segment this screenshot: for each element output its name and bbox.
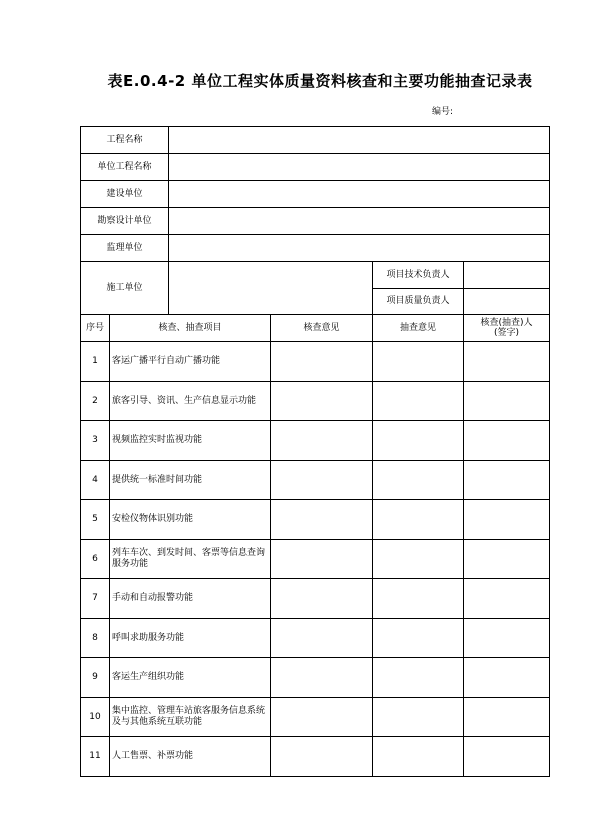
row-item: 人工售票、补票功能 — [110, 737, 271, 777]
quality-leader-field[interactable] — [464, 289, 550, 315]
row-spot-opinion[interactable] — [373, 697, 464, 737]
tech-leader-label: 项目技术负责人 — [373, 262, 464, 289]
table-row — [81, 500, 550, 540]
row-checker-sign[interactable] — [464, 460, 550, 500]
project-name-label: 工程名称 — [81, 127, 169, 154]
row-checker-sign[interactable] — [464, 539, 550, 579]
table-header-row — [81, 315, 550, 342]
table-row — [81, 618, 550, 658]
header-checker-line2: (签字) — [493, 328, 520, 338]
row-item: 客运生产组织功能 — [110, 658, 271, 698]
row-check-opinion[interactable] — [271, 539, 373, 579]
row-checker-sign[interactable] — [464, 658, 550, 698]
table-row — [81, 658, 550, 698]
page-title: 表E.0.4-2 单位工程实体质量资料核查和主要功能抽查记录表 — [107, 72, 533, 90]
row-item: 视频监控实时监视功能 — [110, 421, 271, 461]
header-checker-line1: 核查(抽查)人 — [480, 317, 533, 328]
row-number: 1 — [81, 342, 110, 382]
row-number: 11 — [81, 737, 110, 777]
header-check-opinion: 核查意见 — [271, 315, 373, 342]
row-item: 呼叫求助服务功能 — [110, 618, 271, 658]
table-row — [81, 381, 550, 421]
row-number: 9 — [81, 658, 110, 698]
info-row-unit-project-name — [81, 154, 550, 181]
survey-design-unit-label: 勘察设计单位 — [81, 208, 169, 235]
header-spot-opinion: 抽查意见 — [373, 315, 464, 342]
row-check-opinion[interactable] — [271, 579, 373, 619]
row-number: 10 — [81, 697, 110, 737]
header-checker — [464, 315, 550, 342]
row-item: 手动和自动报警功能 — [110, 579, 271, 619]
builder-unit-label: 施工单位 — [81, 262, 169, 315]
tech-leader-field[interactable] — [464, 262, 550, 289]
record-table — [80, 126, 550, 777]
header-item: 核查、抽查项目 — [110, 315, 271, 342]
info-row-survey-design-unit — [81, 208, 550, 235]
row-item: 旅客引导、资讯、生产信息显示功能 — [110, 381, 271, 421]
supervision-unit-label: 监理单位 — [81, 235, 169, 262]
row-number: 7 — [81, 579, 110, 619]
row-checker-sign[interactable] — [464, 618, 550, 658]
survey-design-unit-field[interactable] — [169, 208, 550, 235]
code-label: 编号: — [432, 107, 454, 117]
row-spot-opinion[interactable] — [373, 460, 464, 500]
row-number: 8 — [81, 618, 110, 658]
row-checker-sign[interactable] — [464, 381, 550, 421]
table-row — [81, 342, 550, 382]
row-number: 6 — [81, 539, 110, 579]
info-row-supervision-unit — [81, 235, 550, 262]
row-spot-opinion[interactable] — [373, 618, 464, 658]
table-row — [81, 697, 550, 737]
row-spot-opinion[interactable] — [373, 539, 464, 579]
row-check-opinion[interactable] — [271, 421, 373, 461]
row-number: 5 — [81, 500, 110, 540]
row-check-opinion[interactable] — [271, 460, 373, 500]
construction-unit-label: 建设单位 — [81, 181, 169, 208]
row-checker-sign[interactable] — [464, 500, 550, 540]
supervision-unit-field[interactable] — [169, 235, 550, 262]
unit-project-name-label: 单位工程名称 — [81, 154, 169, 181]
row-spot-opinion[interactable] — [373, 500, 464, 540]
info-row-construction-unit — [81, 181, 550, 208]
row-spot-opinion[interactable] — [373, 381, 464, 421]
row-spot-opinion[interactable] — [373, 658, 464, 698]
row-number: 4 — [81, 460, 110, 500]
row-item: 安检仪物体识别功能 — [110, 500, 271, 540]
row-spot-opinion[interactable] — [373, 737, 464, 777]
row-item: 列车车次、到发时间、客票等信息查询服务功能 — [110, 539, 271, 579]
row-check-opinion[interactable] — [271, 381, 373, 421]
row-item: 集中监控、管理车站旅客服务信息系统及与其他系统互联功能 — [110, 697, 271, 737]
row-checker-sign[interactable] — [464, 579, 550, 619]
unit-project-name-field[interactable] — [169, 154, 550, 181]
row-check-opinion[interactable] — [271, 618, 373, 658]
row-spot-opinion[interactable] — [373, 421, 464, 461]
row-check-opinion[interactable] — [271, 342, 373, 382]
table-row — [81, 579, 550, 619]
row-checker-sign[interactable] — [464, 697, 550, 737]
quality-leader-label: 项目质量负责人 — [373, 289, 464, 315]
row-check-opinion[interactable] — [271, 500, 373, 540]
table-row — [81, 737, 550, 777]
row-spot-opinion[interactable] — [373, 342, 464, 382]
row-number: 3 — [81, 421, 110, 461]
row-check-opinion[interactable] — [271, 697, 373, 737]
row-item: 客运广播平行自动广播功能 — [110, 342, 271, 382]
header-seq: 序号 — [81, 315, 110, 342]
row-checker-sign[interactable] — [464, 342, 550, 382]
row-item: 提供统一标准时间功能 — [110, 460, 271, 500]
row-check-opinion[interactable] — [271, 737, 373, 777]
table-row — [81, 421, 550, 461]
project-name-field[interactable] — [169, 127, 550, 154]
row-number: 2 — [81, 381, 110, 421]
table-row — [81, 539, 550, 579]
construction-unit-field[interactable] — [169, 181, 550, 208]
table-row — [81, 460, 550, 500]
builder-unit-field[interactable] — [169, 262, 373, 315]
row-check-opinion[interactable] — [271, 658, 373, 698]
row-spot-opinion[interactable] — [373, 579, 464, 619]
info-row-builder-unit — [81, 262, 550, 289]
row-checker-sign[interactable] — [464, 737, 550, 777]
row-checker-sign[interactable] — [464, 421, 550, 461]
info-row-project-name — [81, 127, 550, 154]
